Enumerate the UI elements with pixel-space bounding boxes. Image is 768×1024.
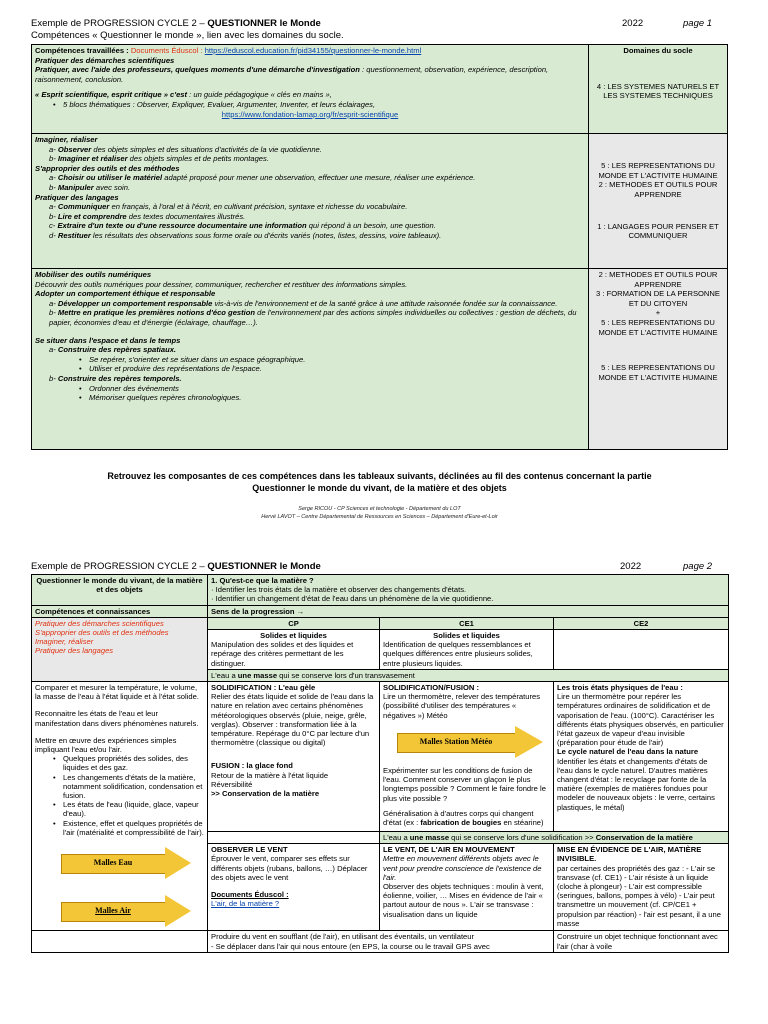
competences-table bbox=[31, 44, 728, 450]
progression-table bbox=[31, 574, 729, 953]
ce1-header: CE1 bbox=[380, 617, 554, 629]
comp-header: Compétences et connaissances bbox=[32, 605, 208, 617]
eduscol-link[interactable]: https://eduscol.education.fr/pid34155/questionner-le-monde.html bbox=[204, 46, 422, 55]
red-competences: Pratiquer des démarches scientifiques S'approprier des outils et des méthodes Imaginer, réaliser Pratiquer des langages bbox=[32, 617, 208, 681]
competences-cell: Compétences travaillées : Documents Éduscol : https://eduscol.education.fr/pid34155/questionner-le-monde.html Pratiquer des démarches scientifiques Pratiquer, avec l'aide des professeurs, quelques moments d'une démarche d'investigation : questionnement, observation, expérience, description, raisonnement, conclusion. « Esprit scientifique, esprit critique » c'est : un guide pédagogique « clés en mains », • 5 blocs thématiques : Observer, Expliquer, Evaluer, Argumenter, Inventer, et leurs éclairages, https://www.fondation-lamap.org/fr/esprit-scientifique bbox=[32, 45, 589, 134]
cp-solidification-cell: SOLIDIFICATION : L'eau gèle Relier des états liquide et solide de l'eau dans la nature en relation avec certains phénomènes météorologiques observés (pluie, neige, grêle, verglas). Observer : transformation liée à la température. Repérage du 0°C par lecture d'un thermomètre (classique ou digital) FUSION : la glace fond Retour de la matière à l'état liquide Réversibilité >> Conservation de la matière bbox=[208, 682, 380, 832]
banner-text: Retrouvez les composantes de ces compétences dans les tableaux suivants, déclinées au fil des contenus concernant la partie Questionner le monde du vivant, de la matière et des objets bbox=[107, 471, 652, 493]
masse-row: L'eau a une masse qui se conserve lors d'un transvasement bbox=[208, 669, 729, 681]
domain-cell: 5 : LES REPRESENTATIONS DU MONDE ET L'ACTIVITE HUMAINE 2 : METHODES ET OUTILS POUR APPRENDRE 1 : LANGAGES POUR PENSER ET COMMUNIQUER bbox=[589, 134, 728, 269]
eduscol-air-link[interactable]: L'air, de la matière ? bbox=[211, 899, 280, 909]
malles-meteo-arrow[interactable]: Malles Station Météo bbox=[397, 726, 547, 758]
theme-cell: Questionner le monde du vivant, de la matière et des objets bbox=[32, 575, 208, 606]
cp-solides-cell: Solides et liquides Manipulation des solides et des liquides et repérage des critères permettant de les distinguer. bbox=[208, 630, 380, 670]
table-row bbox=[32, 931, 729, 952]
ce1-solides-cell: Solides et liquides Identification de quelques ressemblances et quelques différences entre plusieurs solides, entre plusieurs liquides. bbox=[380, 630, 554, 670]
table-row bbox=[32, 134, 728, 269]
ce2-air-cell: MISE EN ÉVIDENCE DE L'AIR, MATIÈRE INVISIBLE. par certaines des propriétés des gaz : - L'air se transvase (cf. CE1) - L'air résiste à un liquide (cloche à plongeur) - L'air est compressible (seringues, ballons, pompes à vélo) - L'air peut transmettre un mouvement (cf. CP/CE1 + propulsion par réaction) - l'air est pesant, il a une masse bbox=[554, 844, 729, 931]
page-2 bbox=[0, 558, 768, 1024]
cp-empty-cell bbox=[208, 831, 380, 843]
ce1-vent-cell: LE VENT, DE L'AIR EN MOUVEMENT Mettre en mouvement différents objets avec le vent pour prendre conscience de l'existence de l'air. Observer des objets techniques : moulin à vent, éolienne, voilier, … Mises en évidence de l'air « partout autour de nous ». L'air se transvase : visualisation dans un liquide bbox=[380, 844, 554, 931]
malles-eau-arrow[interactable]: Malles Eau bbox=[61, 847, 191, 879]
header-year: 2022 bbox=[622, 18, 644, 29]
ce2-etats-cell: Les trois états physiques de l'eau : Lire un thermomètre pour repérer les températures ordinaires de solidification et de vaporisation de l'eau. (100°C). Caractériser les différents états physiques observés, en particulier l'état gazeux de vapeur d'eau invisible (préparation pour étude de l'air) Le cycle naturel de l'eau dans la nature Identifier les états et changements d'états de l'eau dans le cycle naturel. D'autres matières changent d'état : le recyclage par fonte de la matière (exemples de matières fondues pour modeler de nouveaux objets : le verre, certains plastiques, le métal) bbox=[554, 682, 729, 832]
ce1-solidification-cell: SOLIDIFICATION/FUSION : Lire un thermomètre, relever des températures (possibilité d'utiliser des températures « négatives ») Météo Malles Station Météo Expérimenter sur les conditions de fusion de l'eau. Comment conserver un glaçon le plus longtemps possible ? Comment le faire fondre le plus vite possible ? Généralisation à d'autres corps qui changent d'état (ex : fabrication de bougies en stéarine) bbox=[380, 682, 554, 832]
masse-row-2: L'eau a une masse qui se conserve lors d'une solidification >> Conservation de la matière bbox=[380, 831, 729, 843]
ce2-empty-cell bbox=[554, 630, 729, 670]
domain-cell: 2 : METHODES ET OUTILS POUR APPRENDRE 3 : FORMATION DE LA PERSONNE ET DU CITOYEN + 5 : LES REPRESENTATIONS DU MONDE ET L'ACTIVITE HUMAINE 5 : LES REPRESENTATIONS DU MONDE ET L'ACTIVITE HUMAINE bbox=[589, 269, 728, 450]
page-header: Exemple de PROGRESSION CYCLE 2 – QUESTIONNER le Monde Compétences « Questionner le monde », lien avec les domaines du socle. bbox=[31, 18, 344, 41]
header-page-number: page 2 bbox=[683, 561, 713, 572]
header-page-number: page 1 bbox=[683, 18, 713, 29]
credits: Serge RICOU - CP Sciences et technologie - Département du LOT Hervé LAVOT – Centre Départemental de Ressources en Sciences – Département d'Eure-et-Loir bbox=[261, 506, 498, 520]
table-row bbox=[32, 682, 729, 832]
cp-vent-cell: OBSERVER LE VENT Éprouver le vent, comparer ses effets sur différents objets (rubans, ballons, …) Déplacer des objets avec le vent Documents Éduscol : L'air, de la matière ? bbox=[208, 844, 380, 931]
table-row bbox=[32, 575, 729, 606]
competences-cell: Imaginer, réaliser a- Observer des objets simples et des situations d'activités de la vie quotidienne. b- Imaginer et réaliser des objets simples et de petits montages. S'approprier des outils et des méthodes a- Choisir ou utiliser le matériel adapté proposé pour mener une observation, effectuer une mesure, réaliser une expérience. b- Manipuler avec soin. Pratiquer des langages a- Communiquer en français, à l'oral et à l'écrit, en cultivant précision, syntaxe et richesse du vocabulaire. b- Lire et comprendre des textes documentaires illustrés. c- Extraire d'un texte ou d'une ressource documentaire une information qui répond à un besoin, une question. d- Restituer les résultats des observations sous forme orale ou d'écrits variés (notes, listes, dessins, voire tableaux). bbox=[32, 134, 589, 269]
bottom-empty-cell bbox=[32, 931, 208, 952]
bottom-wind-cell: Produire du vent en soufflant (de l'air), en utilisant des éventails, un ventilateur - Se déplacer dans l'air qui nous entoure (en EPS, la course ou le travail GPS avec bbox=[208, 931, 554, 952]
table-row bbox=[32, 617, 729, 629]
ce2-header: CE2 bbox=[554, 617, 729, 629]
header-year: 2022 bbox=[620, 561, 642, 572]
malles-air-arrow[interactable]: Malles Air bbox=[61, 895, 191, 927]
cp-header: CP bbox=[208, 617, 380, 629]
table-row bbox=[32, 45, 728, 134]
page-header: Exemple de PROGRESSION CYCLE 2 – QUESTIONNER le Monde bbox=[31, 561, 321, 572]
lamap-link[interactable]: https://www.fondation-lamap.org/fr/esprit-scientifique bbox=[221, 109, 399, 119]
bottom-right-cell: Construire un objet technique fonctionnant avec l'air (char à voile bbox=[554, 931, 729, 952]
competences-cell: Mobiliser des outils numériques Découvrir des outils numériques pour dessiner, communiquer, rechercher et restituer des informations simples. Adopter un comportement éthique et responsable a- Développer un comportement responsable vis-à-vis de l'environnement et de la santé grâce à une attitude raisonnée fondée sur la connaissance. b- Mettre en pratique les premières notions d'éco gestion de l'environnement par des actions simples individuelles ou collectives : gestion de déchets, du papier, économies d'eau et d'énergie (éclairage, chauffage…). Se situer dans l'espace et dans le temps a- Construire des repères spatiaux. • Se repérer, s'orienter et se situer dans un espace géographique. • Utiliser et produire des représentations de l'espace. b- Construire des repères temporels. • Ordonner des événements • Mémoriser quelques repères chronologiques. bbox=[32, 269, 589, 450]
table-row bbox=[32, 605, 729, 617]
left-knowledge-cell: Comparer et mesurer la température, le volume, la masse de l'eau à l'état liquide et à l'état solide. Reconnaitre les états de l'eau et leur manifestation dans divers phénomènes naturels. Mettre en œuvre des expériences simples impliquant l'eau et/ou l'air. • Quelques propriétés des solides, des liquides et des gaz. • Les changements d'états de la matière, notamment solidification, condensation et fusion. • Les états de l'eau (liquide, glace, vapeur d'eau). • Existence, effet et quelques propriétés de l'air (matérialité et compressibilité de l'air). Malles Eau Malles Air bbox=[32, 682, 208, 931]
sens-header: Sens de la progression → bbox=[208, 605, 729, 617]
table-row bbox=[32, 269, 728, 450]
domain-cell: Domaines du socle 4 : LES SYSTEMES NATURELS ET LES SYSTEMES TECHNIQUES bbox=[589, 45, 728, 134]
question-cell: 1. Qu'est-ce que la matière ? · Identifier les trois états de la matière et observer des changements d'états. · Identifier un changement d'état de l'eau dans un phénomène de la vie quotidienne. bbox=[208, 575, 729, 606]
